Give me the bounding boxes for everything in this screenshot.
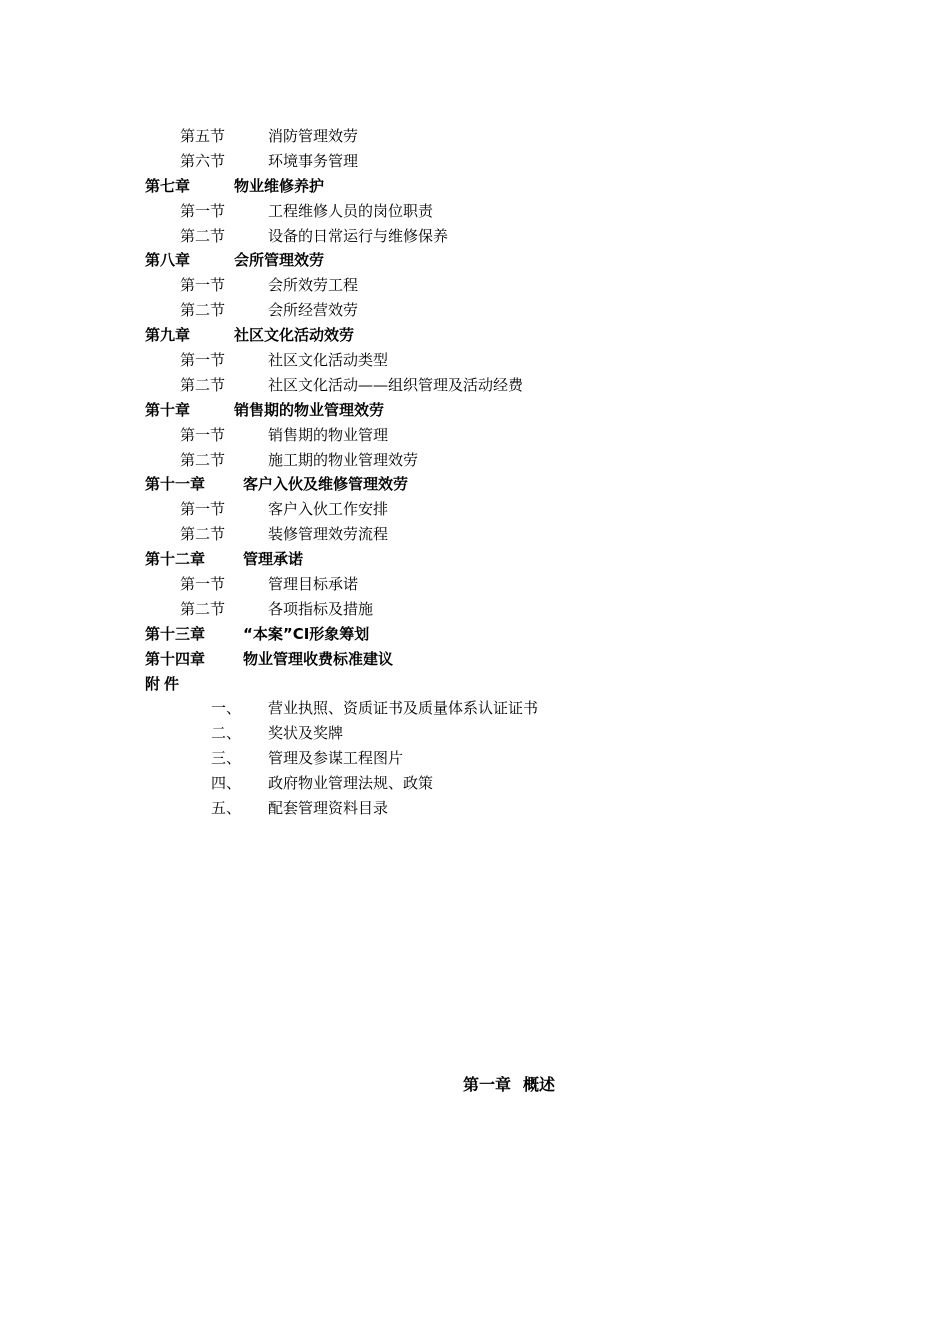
- toc-appendix-entry: [0, 721, 950, 746]
- toc-section-entry: [0, 497, 950, 522]
- toc-entry-title: 物业管理收费标准建议: [243, 649, 394, 668]
- toc-entry-number: 第一节: [180, 351, 226, 370]
- toc-section-entry: [0, 124, 950, 149]
- toc-entry-number: 第二节: [180, 525, 226, 544]
- toc-entry-number: 第二节: [180, 301, 226, 320]
- toc-entry-number: 第五节: [180, 127, 226, 145]
- toc-section-entry: [0, 224, 950, 249]
- toc-entry-number: 第二节: [180, 226, 226, 245]
- toc-entry-title: 工程维修人员的岗位职责: [268, 201, 434, 220]
- toc-entry-title: 环境事务管理: [268, 151, 359, 170]
- toc-entry-number: 第一节: [180, 500, 226, 519]
- toc-entry-number: 第十三章: [145, 624, 206, 643]
- toc-chapter-entry: [0, 174, 950, 199]
- toc-entry-title: 会所管理效劳: [234, 251, 325, 270]
- toc-entry-title: 各项指标及措施: [268, 599, 374, 618]
- toc-entry-title: 社区文化活动类型: [268, 351, 389, 370]
- toc-entry-number: 第二节: [180, 450, 226, 469]
- toc-entry-title: 销售期的物业管理效劳: [234, 400, 385, 419]
- toc-entry-title: 装修管理效劳流程: [268, 525, 389, 544]
- toc-section-entry: [0, 522, 950, 547]
- toc-chapter-entry: [0, 323, 950, 348]
- toc-entry-number: 四、: [211, 774, 242, 793]
- toc-entry-title: 社区文化活动——组织管理及活动经费: [268, 375, 524, 394]
- toc-entry-number: 第十章: [145, 400, 191, 419]
- toc-entry-title: 会所经营效劳: [268, 301, 359, 320]
- toc-entry-number: 第二节: [180, 375, 226, 394]
- toc-chapter-entry: [0, 398, 950, 423]
- toc-chapter-entry: [0, 472, 950, 497]
- toc-entry-number: 第一节: [180, 201, 226, 220]
- toc-entry-title: 社区文化活动效劳: [234, 326, 355, 345]
- toc-entry-title: 政府物业管理法规、政策: [268, 774, 434, 793]
- table-of-contents: [0, 124, 950, 821]
- toc-chapter-entry: [0, 248, 950, 273]
- toc-chapter-entry: [0, 622, 950, 647]
- toc-entry-number: 第一节: [180, 425, 226, 444]
- chapter-heading-number: 第一章: [463, 1075, 512, 1094]
- toc-entry-title: 消防管理效劳: [268, 127, 359, 145]
- toc-section-entry: [0, 448, 950, 473]
- toc-entry-number: 第二节: [180, 599, 226, 618]
- toc-entry-number: 第九章: [145, 326, 191, 345]
- toc-entry-number: 附件: [145, 674, 184, 693]
- toc-appendix-entry: [0, 746, 950, 771]
- toc-appendix-entry: [0, 696, 950, 721]
- toc-section-entry: [0, 572, 950, 597]
- chapter-heading-title: 概述: [523, 1075, 556, 1094]
- toc-entry-title: 管理承诺: [243, 550, 304, 569]
- toc-appendix-entry: [0, 771, 950, 796]
- toc-entry-title: 客户入伙工作安排: [268, 500, 389, 519]
- toc-chapter-entry: [0, 647, 950, 672]
- toc-entry-number: 一、: [211, 699, 242, 718]
- chapter-heading: [463, 1072, 555, 1095]
- toc-entry-number: 第十二章: [145, 550, 206, 569]
- toc-entry-title: 施工期的物业管理效劳: [268, 450, 419, 469]
- toc-entry-title: “本案”CI形象筹划: [243, 624, 370, 643]
- toc-section-entry: [0, 597, 950, 622]
- toc-entry-number: 五、: [211, 799, 242, 818]
- toc-entry-title: 客户入伙及维修管理效劳: [243, 475, 409, 494]
- toc-chapter-entry: [0, 547, 950, 572]
- toc-section-entry: [0, 348, 950, 373]
- toc-entry-title: 销售期的物业管理: [268, 425, 389, 444]
- toc-entry-title: 设备的日常运行与维修保养: [268, 226, 449, 245]
- toc-entry-number: 第一节: [180, 276, 226, 295]
- toc-section-entry: [0, 423, 950, 448]
- toc-entry-number: 第八章: [145, 251, 191, 270]
- toc-entry-number: 第十一章: [145, 475, 206, 494]
- toc-entry-title: 物业维修养护: [234, 176, 325, 195]
- toc-section-entry: [0, 273, 950, 298]
- toc-entry-title: 配套管理资料目录: [268, 799, 389, 818]
- toc-entry-title: 管理目标承诺: [268, 575, 359, 594]
- toc-entry-number: 第十四章: [145, 649, 206, 668]
- toc-appendix-entry: [0, 796, 950, 821]
- toc-entry-number: 第一节: [180, 575, 226, 594]
- toc-section-entry: [0, 149, 950, 174]
- toc-section-entry: [0, 373, 950, 398]
- toc-entry-number: 第六节: [180, 151, 226, 170]
- toc-entry-title: 营业执照、资质证书及质量体系认证证书: [268, 699, 539, 718]
- toc-entry-number: 二、: [211, 724, 242, 743]
- toc-section-entry: [0, 199, 950, 224]
- toc-entry-title: 会所效劳工程: [268, 276, 359, 295]
- toc-entry-number: 三、: [211, 749, 242, 768]
- toc-section-entry: [0, 298, 950, 323]
- toc-appendix-heading: [0, 672, 950, 697]
- toc-entry-title: 管理及参谋工程图片: [268, 749, 404, 768]
- toc-entry-number: 第七章: [145, 176, 191, 195]
- toc-entry-title: 奖状及奖牌: [268, 724, 344, 743]
